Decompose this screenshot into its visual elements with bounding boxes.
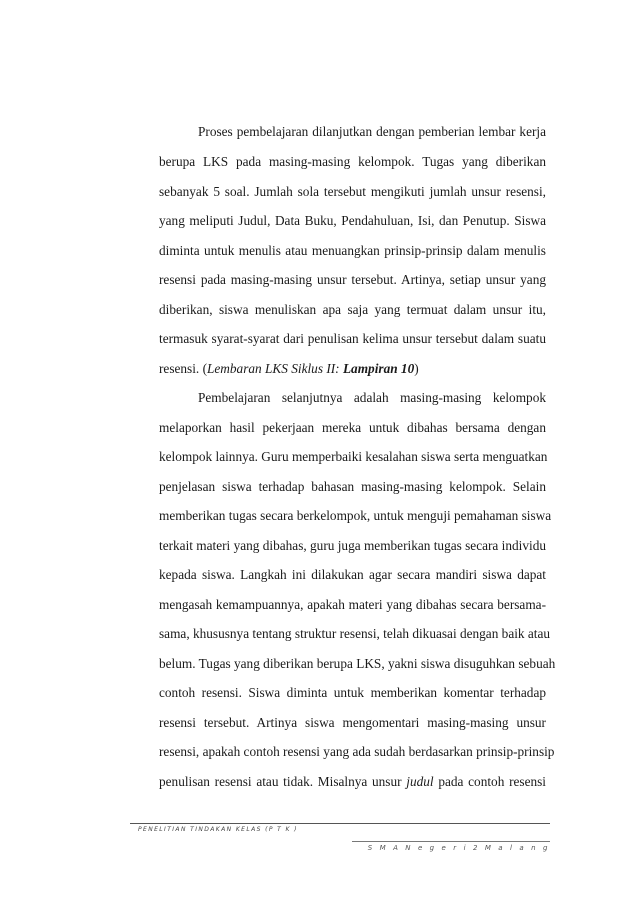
footer-right-divider <box>352 841 550 842</box>
line-text: penulisan resensi atau tidak. Misalnya unsur <box>159 774 407 789</box>
paragraph-2-line-9: sama, khususnya tentang struktur resensi, telah dikuasai dengan baik atau <box>159 626 551 641</box>
paragraph-2-line-5: memberikan tugas secara berkelompok, untuk menguji pemahaman siswa <box>159 508 552 523</box>
paragraph-2-line-11: contoh resensi. Siswa diminta untuk memberikan komentar terhadap <box>159 685 546 700</box>
line-text-end: pada contoh resensi <box>433 774 546 789</box>
line-text: resensi. ( <box>159 361 207 376</box>
paragraph-1-line-3: sebanyak 5 soal. Jumlah sola tersebut mengikuti jumlah unsur resensi, <box>159 184 546 199</box>
paragraph-2-line-12: resensi tersebut. Artinya siswa mengomentari masing-masing unsur <box>159 715 546 730</box>
paragraph-2-line-13: resensi, apakah contoh resensi yang ada sudah berdasarkan prinsip-prinsip <box>159 744 555 759</box>
paragraph-1-line-7: diberikan, siswa menuliskan apa saja yang termuat dalam unsur itu, <box>159 302 546 317</box>
paragraph-1-line-2: berupa LKS pada masing-masing kelompok. Tugas yang diberikan <box>159 154 546 169</box>
paragraph-2-line-1: Pembelajaran selanjutnya adalah masing-masing kelompok <box>198 390 546 405</box>
paragraph-2-line-7: kepada siswa. Langkah ini dilakukan agar secara mandiri siswa dapat <box>159 567 546 582</box>
paragraph-2-line-3: kelompok lainnya. Guru memperbaiki kesalahan siswa serta menguatkan <box>159 449 548 464</box>
paragraph-2-line-4: penjelasan siswa terhadap bahasan masing-masing kelompok. Selain <box>159 479 546 494</box>
appendix-reference: Lampiran 10 <box>342 361 415 376</box>
paragraph-1-line-6: resensi pada masing-masing unsur tersebut. Artinya, setiap unsur yang <box>159 272 546 287</box>
paragraph-1-line-5: diminta untuk menulis atau menuangkan prinsip-prinsip dalam menulis <box>159 243 546 258</box>
paragraph-2-line-8: mengasah kemampuannya, apakah materi yang dibahas secara bersama- <box>159 597 546 612</box>
figure-reference: Lembaran LKS Siklus II: <box>207 361 343 376</box>
paragraph-1-line-1: Proses pembelajaran dilanjutkan dengan pemberian lembar kerja <box>198 124 546 139</box>
footer-left-text: PENELITIAN TINDAKAN KELAS (P T K ) <box>138 826 298 833</box>
paragraph-2-line-10: belum. Tugas yang diberikan berupa LKS, yakni siswa disuguhkan sebuah <box>159 656 556 671</box>
paragraph-1-line-9 <box>159 361 546 377</box>
emphasized-word: judul <box>406 774 434 789</box>
paragraph-2-line-2: melaporkan hasil pekerjaan mereka untuk dibahas bersama dengan <box>159 420 546 435</box>
paragraph-2-line-14 <box>159 774 546 790</box>
footer-divider <box>130 823 550 824</box>
paragraph-1-line-4: yang meliputi Judul, Data Buku, Pendahuluan, Isi, dan Penutup. Siswa <box>159 213 546 228</box>
paragraph-2-line-6: terkait materi yang dibahas, guru juga memberikan tugas secara individu <box>159 538 546 553</box>
closing-paren: ) <box>414 361 419 376</box>
footer-right-text: S M A N e g e r i 2 M a l a n g <box>367 844 550 852</box>
paragraph-1-line-8: termasuk syarat-syarat dari penulisan kelima unsur tersebut dalam suatu <box>159 331 546 346</box>
